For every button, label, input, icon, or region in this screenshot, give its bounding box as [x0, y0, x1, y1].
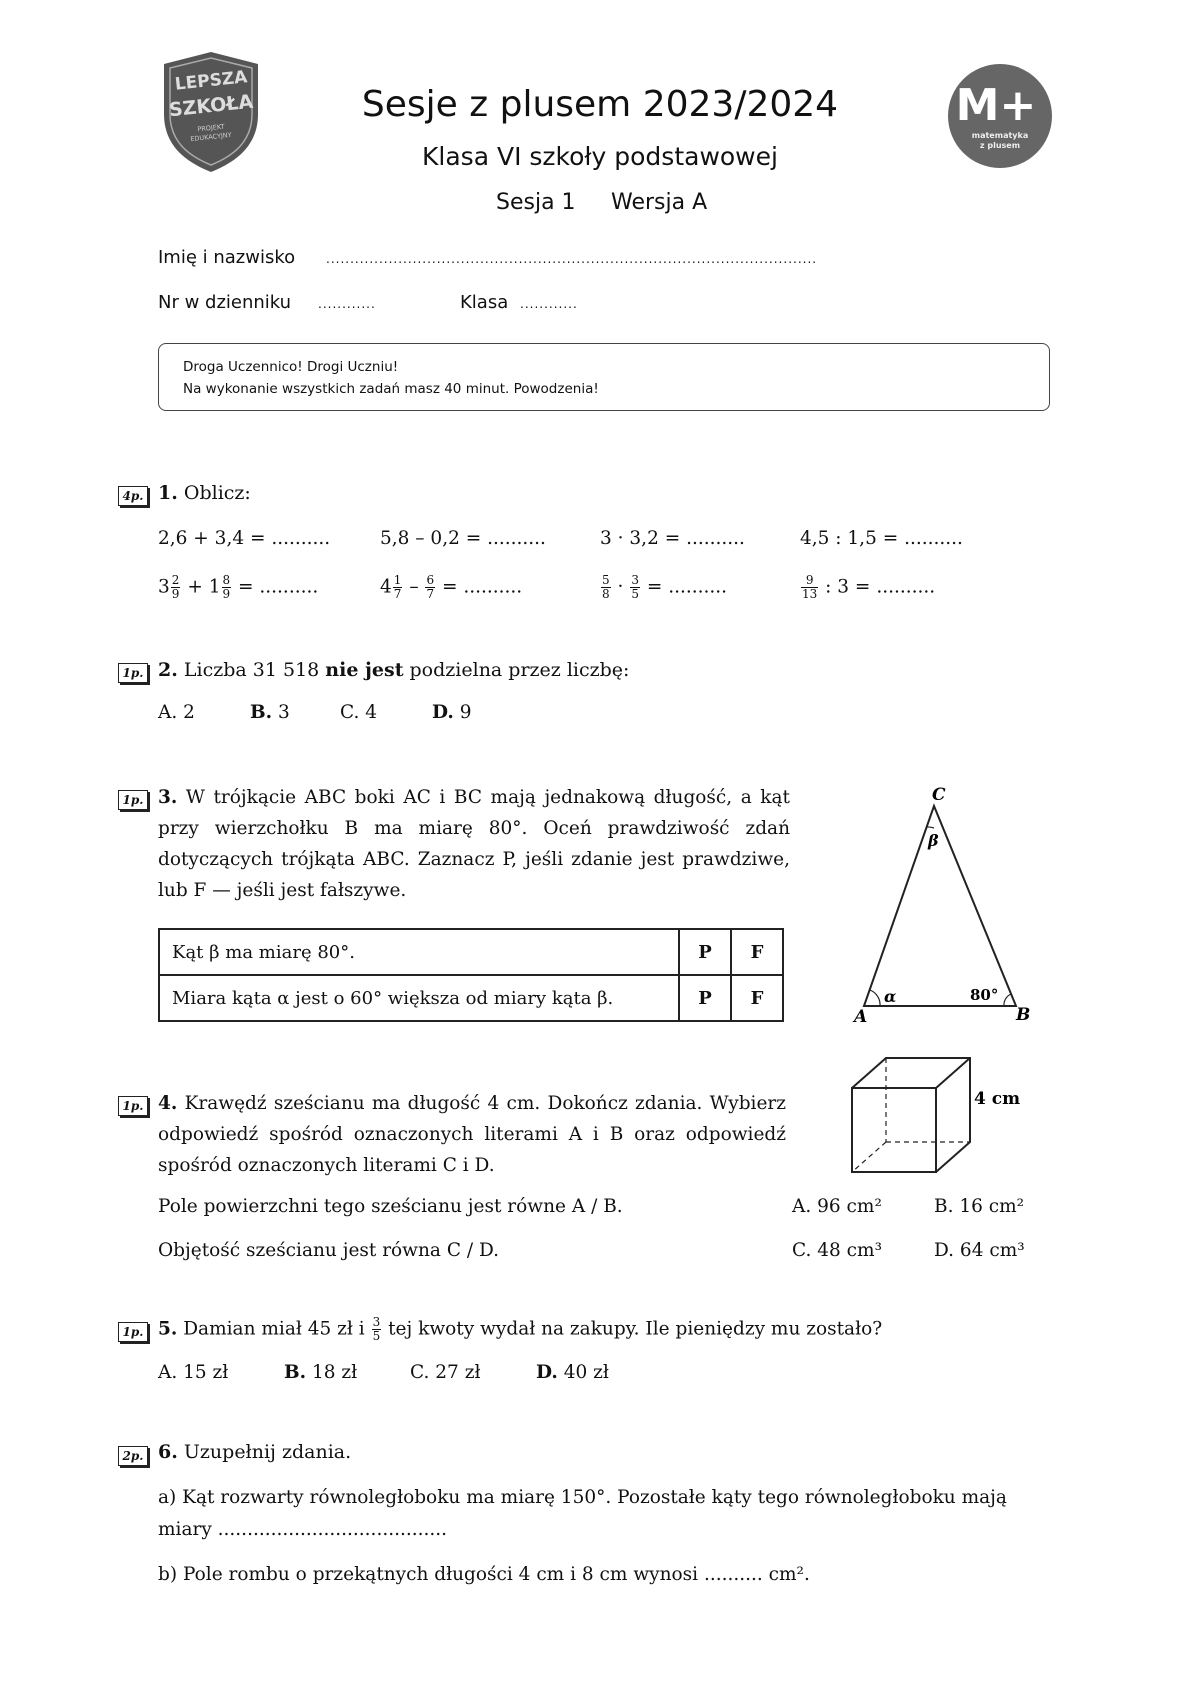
version-label: Wersja A	[611, 190, 708, 215]
task-1-heading	[158, 482, 251, 504]
task-2-heading: 2. Liczba 31 518 nie jest podzielna przez liczbę:	[158, 659, 630, 681]
logo-text-1: LEPSZA	[173, 67, 249, 95]
page-subtitle: Klasa VI szkoły podstawowej	[422, 142, 778, 171]
name-label: Imię i nazwisko	[158, 247, 296, 268]
logo-m-plus: M+	[955, 80, 1037, 131]
number-field[interactable]: ............	[318, 297, 376, 311]
calc-4: 4,5 : 1,5 = ..........	[800, 528, 963, 549]
true-option-1[interactable]: P	[679, 929, 731, 975]
logo-text-3: PROJEKT	[197, 122, 225, 134]
option-b[interactable]: B. 16 cm²	[934, 1196, 1025, 1217]
option-b[interactable]: B. 18 zł	[284, 1362, 358, 1383]
task-4-text: 4. Krawędź sześcianu ma długość 4 cm. Dokończ zdania. Wybierz odpowiedź spośród oznaczonych literami A i B oraz odpowiedź spośród oznaczonych literami C i D.	[158, 1093, 786, 1176]
calc-8: $\frac{9}{13}$ : 3 = ..........	[802, 573, 936, 601]
sentence-2: Objętość sześcianu jest równa C / D.	[158, 1240, 500, 1261]
beta-label: β	[928, 831, 939, 850]
calc-2: 5,8 – 0,2 = ..........	[380, 528, 546, 549]
table-row	[159, 929, 783, 975]
cube-figure	[848, 1054, 1048, 1180]
option-a[interactable]: A. 2	[158, 702, 195, 723]
option-a[interactable]: A. 15 zł	[158, 1362, 229, 1383]
page-title: Sesje z plusem 2023/2024	[361, 84, 839, 125]
notice-line-1: Droga Uczennico! Drogi Uczniu!	[183, 359, 399, 375]
task-5-text: 5. Damian miał 45 zł i $\frac{3}{5}$ tej kwoty wydał na zakupy. Ile pieniędzy mu zostało?	[158, 1315, 883, 1343]
points-badge: 4p.	[118, 486, 148, 506]
session-label: Sesja 1	[496, 190, 576, 215]
notice-box	[158, 343, 1050, 411]
logo-sub-2: z plusem	[979, 141, 1021, 150]
class-label: Klasa	[460, 292, 509, 313]
points-badge: 1p.	[118, 663, 148, 683]
logo-text-2: SZKOŁA	[167, 90, 255, 122]
sentence-1: Pole powierzchni tego sześcianu jest równe A / B.	[158, 1196, 623, 1217]
statement-1: Kąt β ma miarę 80°.	[159, 929, 679, 975]
logo-sub-1: matematyka	[971, 131, 1029, 140]
points-badge: 1p.	[118, 1096, 148, 1116]
calc-6: 4 $\frac{1}{7}$ – $\frac{6}{7}$ = ..........	[380, 573, 523, 601]
vertex-c-label: C	[932, 785, 946, 805]
angle-80-label: 80°	[970, 986, 999, 1004]
points-badge: 1p.	[118, 790, 148, 810]
points-badge: 2p.	[118, 1446, 148, 1466]
task-number: 1.	[158, 482, 178, 504]
class-field[interactable]: ............	[520, 297, 578, 311]
option-d[interactable]: D. 64 cm³	[934, 1240, 1025, 1261]
name-field[interactable]: ......................................................................................................	[326, 252, 818, 266]
calc-7: $\frac{5}{8}$ · $\frac{3}{5}$ = ..........	[602, 573, 728, 601]
task-6a-line-1: a) Kąt rozwarty równoległoboku ma miarę 150°. Pozostałe kąty tego równoległoboku mają	[158, 1487, 1007, 1508]
task-prompt: Oblicz:	[183, 482, 251, 504]
true-false-table	[158, 928, 784, 1022]
option-d[interactable]: D. 40 zł	[536, 1362, 609, 1383]
false-option-1[interactable]: F	[731, 929, 783, 975]
option-c[interactable]: C. 48 cm³	[792, 1240, 882, 1261]
logo-text-4: EDUKACYJNY	[189, 130, 233, 144]
edge-label: 4 cm	[974, 1089, 1021, 1109]
option-c[interactable]: C. 4	[340, 702, 378, 723]
calc-5: 3 $\frac{2}{9}$ + 1 $\frac{8}{9}$ = ..........	[158, 573, 319, 601]
calc-1: 2,6 + 3,4 = ..........	[158, 528, 331, 549]
calc-3: 3 · 3,2 = ..........	[600, 528, 745, 549]
option-a[interactable]: A. 96 cm²	[792, 1196, 882, 1217]
points-badge: 1p.	[118, 1322, 148, 1342]
false-option-2[interactable]: F	[731, 975, 783, 1021]
number-label: Nr w dzienniku	[158, 292, 292, 313]
vertex-a-label: A	[854, 1007, 868, 1027]
task-6-heading: 6. Uzupełnij zdania.	[158, 1441, 352, 1463]
task-3-text: 3. W trójkącie ABC boki AC i BC mają jednakową długość, a kąt przy wierzchołku B ma miarę 80°. Oceń prawdziwość zdań dotyczących trójkąta ABC. Zaznacz P, jeśli zdanie jest prawdziwe, lub F — jeśli jest fałszywe.	[158, 787, 790, 901]
statement-2: Miara kąta α jest o 60° większa od miary kąta β.	[159, 975, 679, 1021]
option-d[interactable]: D. 9	[432, 702, 472, 723]
option-c[interactable]: C. 27 zł	[410, 1362, 481, 1383]
task-6b[interactable]: b) Pole rombu o przekątnych długości 4 cm i 8 cm wynosi .......... cm².	[158, 1564, 810, 1585]
option-b[interactable]: B. 3	[250, 702, 290, 723]
alpha-label: α	[884, 987, 897, 1006]
triangle-figure	[840, 780, 1040, 1030]
notice-line-2: Na wykonanie wszystkich zadań masz 40 minut. Powodzenia!	[183, 381, 599, 397]
table-row	[159, 975, 783, 1021]
task-6a-line-2[interactable]: miary .......................................	[158, 1519, 448, 1540]
true-option-2[interactable]: P	[679, 975, 731, 1021]
vertex-b-label: B	[1016, 1005, 1031, 1025]
